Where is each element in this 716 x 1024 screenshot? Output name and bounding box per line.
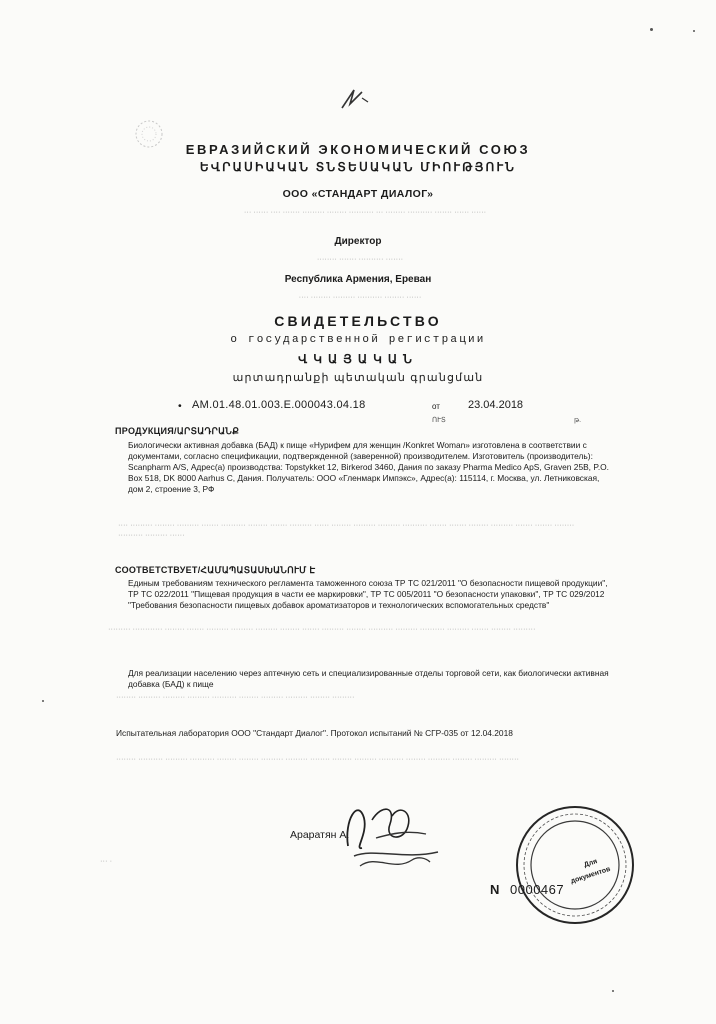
signature-flourish <box>356 850 434 872</box>
stamp-text-line1: Для <box>583 858 599 869</box>
registration-date-prefix: от <box>432 402 440 411</box>
official-stamp <box>510 800 640 930</box>
scan-speck <box>612 990 614 992</box>
signatory-name: Араратян А. <box>290 829 350 841</box>
product-description-am: ···· ········· ········ ········· ······· ·········· ········ ······· ········· ······ ········ ········· ········· ·········· ······· ······· ········ ········· ······· ······· ········ ·········· ········· ······ <box>118 520 575 539</box>
organization-details: ··· ······ ···· ······· ········· ········ ·········· ··· ········ ·········· ······· ······ ······ <box>243 207 487 216</box>
scan-speck <box>42 700 44 702</box>
serial-prefix: N <box>490 882 500 897</box>
usage-text-am: ········ ········· ········· ········· ·········· ········ ········· ········· ········ ········· <box>116 692 355 701</box>
certificate-title: СВИДЕТЕЛЬСТВО <box>274 313 442 329</box>
handwritten-mark <box>338 84 378 112</box>
date-suffix-am: թ. <box>574 417 582 424</box>
date-prefix-am: ՈՒՏ <box>432 417 446 424</box>
product-label: ПРОДУКЦИЯ/ԱՐՏԱԴՐԱՆՔ <box>115 426 240 436</box>
organization-name: ООО «СТАНДАРТ ДИАЛОГ» <box>282 188 434 200</box>
certificate-title-am: ՎԿԱՅԱԿԱՆ <box>298 352 418 366</box>
product-description: Биологически активная добавка (БАД) к пище «Нурифем для женщин /Konkret Woman» изготовлена в соответствии с документами, согласно спецификации, подтвержденной (заверенной) производителем. Изготовитель (производитель): Scanpharm A/S, Адрес(а) производства: Topstykket 12, Birkerod 3460, Дания по заказу Pharma Medico ApS, Graven 25B, P.O. Box 518, DK 8000 Aarhus C, Дания. Получатель: ООО «Гленмарк Импэкс», Адрес(а): 115114, г. Москва, ул. Летниковская, дом 2, строение 3, РФ <box>128 440 610 494</box>
certificate-subtitle-am: արտադրանքի պետական գրանցման <box>232 372 484 384</box>
stamp-text-line2: документов <box>569 865 612 886</box>
serial-number: 0000467 <box>510 882 565 897</box>
scan-speck <box>693 30 695 32</box>
registration-marker: • <box>178 400 182 412</box>
director-details: ········ ······· ·········· ······· <box>316 254 404 263</box>
conformity-text: Единым требованиям технического регламента таможенного союза ТР ТС 021/2011 "О безопасности пищевой продукции", ТР ТС 022/2011 "Пищевая продукция в части ее маркировки", ТР ТС 005/2011 "О безопасности упаковки", ТР ТС 029/2012 "Требования безопасности пищевых добавок ароматизаторов и технологических вспомогательных средств" <box>128 578 608 610</box>
conformity-label: СООТВЕТСТВУЕТ/ՀԱՄԱՊԱՏԱՍԽԱՆՈՒՄ Է <box>115 565 316 575</box>
basis-text: Испытательная лаборатория ООО "Стандарт Диалог". Протокол испытаний № СГР-035 от 12.04.2018 <box>116 728 513 738</box>
bottom-left-mark: ··· · <box>100 856 113 865</box>
union-title-ru: ЕВРАЗИЙСКИЙ ЭКОНОМИЧЕСКИЙ СОЮЗ <box>185 142 531 157</box>
registration-number: AM.01.48.01.003.E.000043.04.18 <box>192 399 366 411</box>
certificate-subtitle: о государственной регистрации <box>230 334 486 346</box>
location: Республика Армения, Ереван <box>284 274 432 285</box>
scan-speck <box>650 28 653 31</box>
union-title-am: ԵՎՐԱՍԻԱԿԱՆ ՏՆՏԵՍԱԿԱՆ ՄԻՈՒԹՅՈՒՆ <box>199 160 517 174</box>
location-details: ···· ········ ········· ·········· ········ ······ <box>298 292 422 301</box>
basis-text-am: ········ ·········· ········· ·········· ········ ········ ········· ········· ········ ········ ········· ·········· ········ ········· ········ ········· ········ <box>116 754 519 763</box>
registration-date: 23.04.2018 <box>468 399 524 411</box>
conformity-text-am: ········· ············ ········ ······· ········· ········· ········· ········ ······· ········· ········ ·········· ········· ·········· ········· ······· ········ ········· <box>108 624 536 633</box>
director-title: Директор <box>334 236 382 247</box>
usage-text: Для реализации населению через аптечную сеть и специализированные отделы торговой сети, как биологически активная добавка (БАД) к пище <box>128 668 609 689</box>
